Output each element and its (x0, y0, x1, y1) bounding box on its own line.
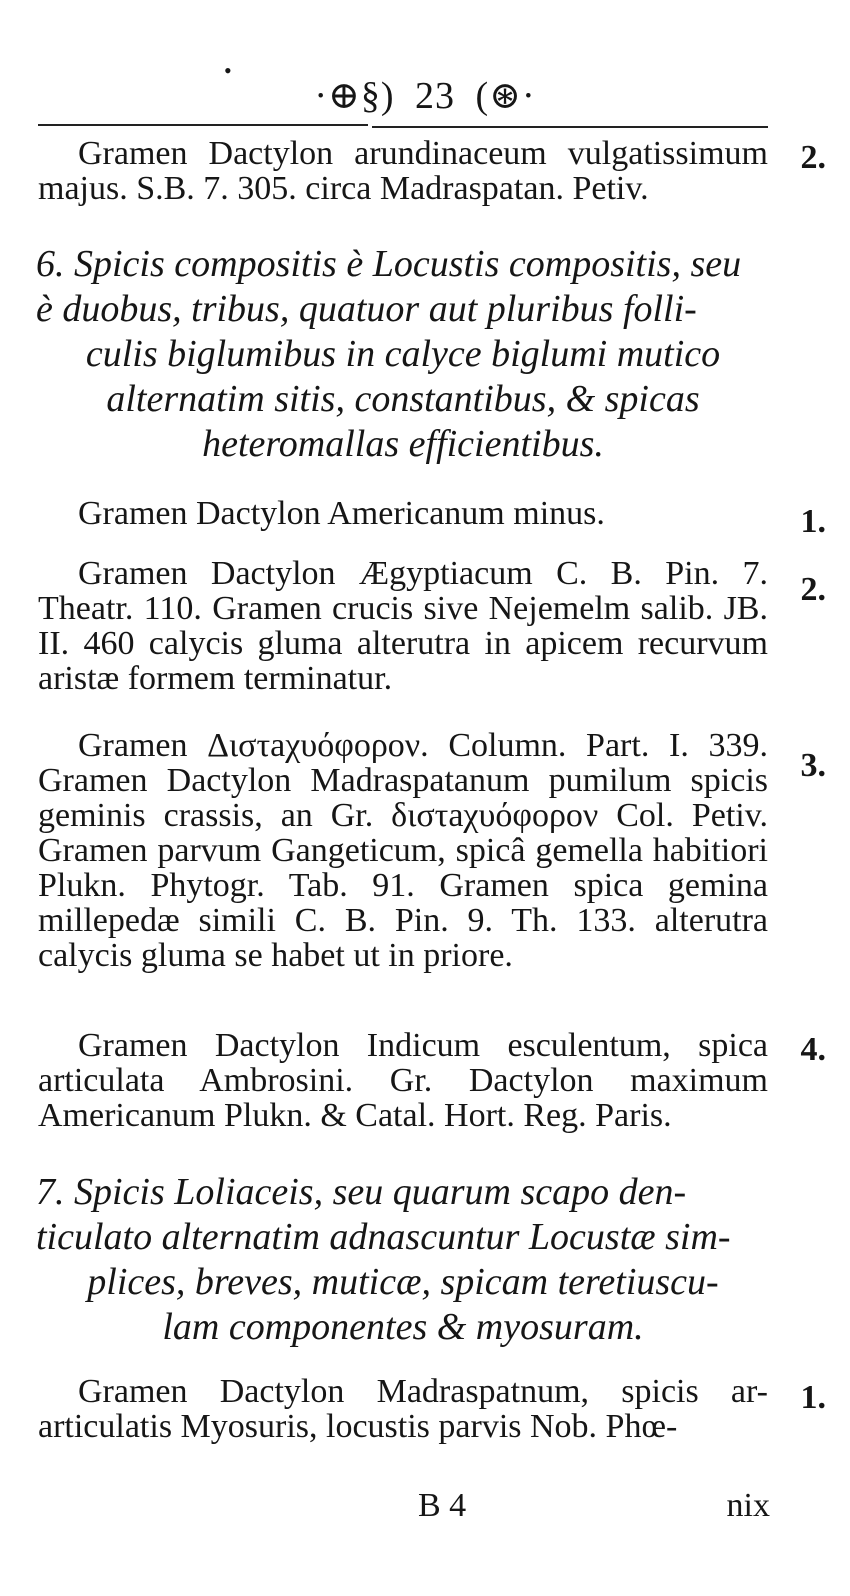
entry-paragraph: Gramen Dactylon arundinaceum vulgatissimum majus. S.B. 7. 305. circa Madraspatan. Petiv. (38, 135, 768, 207)
ink-speck: • (224, 58, 232, 83)
entry-number: 3. (800, 747, 826, 784)
entry-paragraph: Gramen Dactylon Indicum esculentum, spica articulata Ambrosini. Gr. Dactylon maximum Americanum Plukn. & Catal. Hort. Reg. Paris. (38, 1027, 768, 1134)
heading-line: culis biglumibus in calyce biglumi mutico (85, 333, 721, 375)
entry-paragraph: Gramen Διστaχυόφορον. Column. Part. I. 339. Gramen Dactylon Madraspatanum pumilum spicis geminis crassis, an Gr. διστaχυόφορον Col. Petiv. Gramen parvum Gangeticum, spicâ gemella habitiori Plukn. Phytogr. Tab. 91. Gramen spica gemina millepedæ simili C. B. Pin. 9. Th. 133. alterutra calycis gluma se habet ut in priore. (38, 727, 768, 974)
heading-line: plices, breves, muticæ, spicam teretiuscu- (87, 1261, 719, 1303)
heading-line: lam componentes & myosuram. (162, 1306, 644, 1348)
running-header (0, 74, 850, 118)
entry-paragraph: Gramen Dactylon Americanum minus. (78, 495, 605, 532)
heading-line: 6. Spicis compositis è Locustis compositis, seu (36, 243, 742, 285)
heading-line: ticulato alternatim adnascuntur Locustæ sim- (36, 1216, 731, 1258)
page-number: 23 (415, 75, 455, 117)
entry-number: 1. (800, 1379, 826, 1416)
heading-line: alternatim sitis, constantibus, & spicas (106, 378, 700, 420)
section-heading-6 (36, 242, 770, 467)
signature-mark: B 4 (418, 1487, 467, 1524)
entry-number: 4. (800, 1031, 826, 1068)
header-rule-left (38, 124, 368, 126)
header-rule-right (372, 126, 768, 128)
section-heading-7 (36, 1170, 770, 1350)
entry-number: 2. (800, 571, 826, 608)
entry-paragraph: Gramen Dactylon Ægyptiacum C. B. Pin. 7. Theatr. 110. Gramen crucis sive Nejemelm salib. JB. II. 460 calycis gluma alterutra in apicem recurvum aristæ formem terminatur. (38, 555, 768, 697)
entry-paragraph: Gramen Dactylon Madraspatnum, spicis ar- articulatis Myosuris, locustis parvis Nob. Phœ- (38, 1373, 768, 1445)
catchword: nix (726, 1487, 770, 1524)
entry-number: 1. (800, 503, 826, 540)
heading-line: heteromallas efficientibus. (202, 423, 604, 465)
heading-line: 7. Spicis Loliaceis, seu quarum scapo den- (36, 1171, 687, 1213)
entry-number: 2. (800, 139, 826, 176)
right-ornament: (⊛· (475, 75, 536, 117)
heading-line: è duobus, tribus, quatuor aut pluribus folli- (36, 288, 697, 330)
left-ornament: ·⊕§) (314, 75, 395, 117)
